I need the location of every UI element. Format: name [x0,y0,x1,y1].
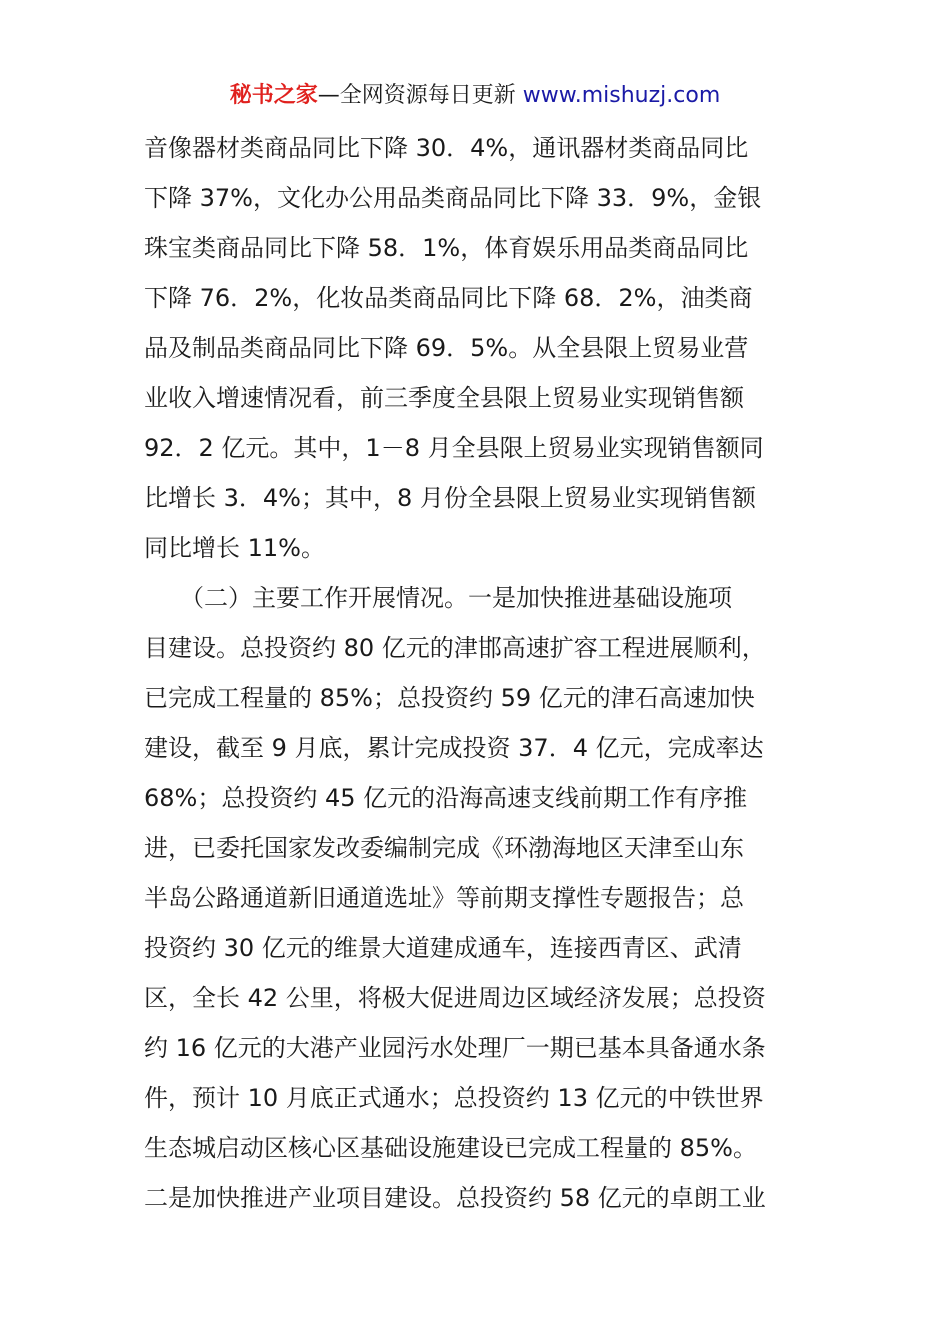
text-line: 业收入增速情况看，前三季度全县限上贸易业实现销售额 [144,384,744,412]
text-line: 下降 76．2%，化妆品类商品同比下降 68．2%，油类商 [144,284,753,312]
text-line: 建设，截至 9 月底，累计完成投资 37．4 亿元，完成率达 [144,734,764,762]
text-line: 半岛公路通道新旧通道选址》等前期支撑性专题报告；总 [144,884,744,912]
brand-name: 秘书之家 [229,83,318,108]
text-line: 生态城启动区核心区基础设施建设已完成工程量的 85%。 [144,1134,757,1162]
text-line: 投资约 30 亿元的维景大道建成通车，连接西青区、武清 [144,934,742,962]
header-tagline: —全网资源每日更新 [317,83,523,108]
text-line: 目建设。总投资约 80 亿元的津邯高速扩容工程进展顺利， [144,634,766,662]
text-line: 下降 37%，文化办公用品类商品同比下降 33．9%，金银 [144,184,762,212]
text-line: 进，已委托国家发改委编制完成《环渤海地区天津至山东 [144,834,744,862]
text-line: 品及制品类商品同比下降 69．5%。从全县限上贸易业营 [144,334,749,362]
section-heading-line: （二）主要工作开展情况。一是加快推进基础设施项 [144,584,732,612]
text-line: 二是加快推进产业项目建设。总投资约 58 亿元的卓朗工业 [144,1184,766,1212]
text-line: 区，全长 42 公里，将极大促进周边区域经济发展；总投资 [144,984,766,1012]
page-header [0,80,950,112]
text-line: 比增长 3．4%；其中，8 月份全县限上贸易业实现销售额 [144,484,756,512]
text-line: 已完成工程量的 85%；总投资约 59 亿元的津石高速加快 [144,684,755,712]
text-line: 同比增长 11%。 [144,534,325,562]
document-body [144,123,808,1223]
text-line: 件，预计 10 月底正式通水；总投资约 13 亿元的中铁世界 [144,1084,764,1112]
text-line: 音像器材类商品同比下降 30．4%，通讯器材类商品同比 [144,134,749,162]
text-line: 约 16 亿元的大港产业园污水处理厂一期已基本具备通水条 [144,1034,766,1062]
text-line: 珠宝类商品同比下降 58．1%，体育娱乐用品类商品同比 [144,234,749,262]
text-line: 92．2 亿元。其中，1－8 月全县限上贸易业实现销售额同 [144,434,764,462]
site-url-link[interactable]: www.mishuzj.com [522,83,721,108]
text-line: 68%；总投资约 45 亿元的沿海高速支线前期工作有序推 [144,784,748,812]
